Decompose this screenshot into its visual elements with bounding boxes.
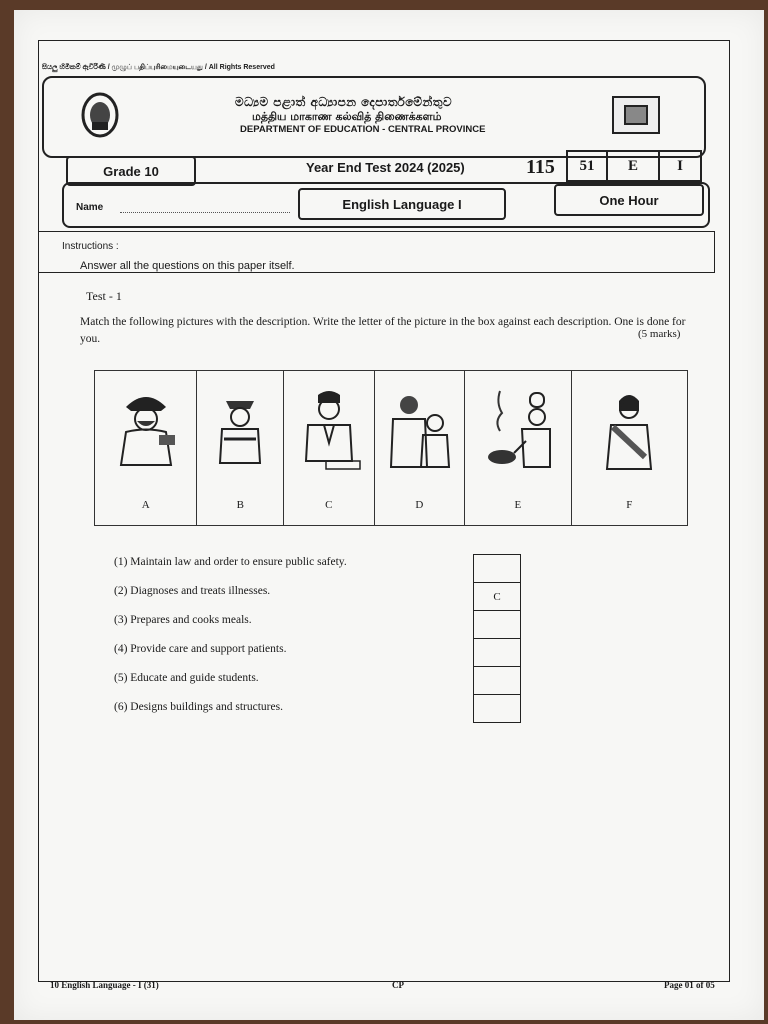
footer-page-number: Page 01 of 05 [664,980,715,990]
picture-cell-c [284,371,375,525]
test-title: Test - 1 [86,289,122,303]
description-item-1: (1) Maintain law and order to ensure public safety. [114,556,347,568]
tamil-title: மத்திய மாகாண கல்வித் திணைக்களம் [252,110,442,123]
description-item-3: (3) Prepares and cooks meals. [114,614,252,626]
instructions-title: Instructions : [62,241,119,252]
picture-cell-d [375,371,466,525]
name-field[interactable] [120,212,290,213]
marks-label: (5 marks) [638,328,681,340]
code-box-part: I [658,150,702,182]
emblem-icon [80,92,120,138]
answer-column [473,554,521,723]
task-description: Match the following pictures with the description. Write the letter of the picture in the box against each description. One is done for you. [80,316,686,345]
instructions-text: Answer all the questions on this paper itself. [80,260,295,272]
picture-letter-c: C [325,499,333,511]
name-label: Name [76,202,104,213]
answer-box-1[interactable] [473,554,521,582]
picture-cell-b [197,371,284,525]
description-list [114,556,347,730]
picture-cell-f [572,371,687,525]
code-box-number: 51 [566,150,608,182]
answer-box-4[interactable] [473,638,521,666]
description-item-4: (4) Provide care and support patients. [114,643,287,655]
code-box-medium: E [606,150,660,182]
picture-cell-a [95,371,197,525]
answer-box-6[interactable] [473,694,521,723]
description-item-6: (6) Designs buildings and structures. [114,701,283,713]
sinhala-title: මධ්‍යම පළාත් අධ්‍යාපන දෙපාර්තමේන්තුව [235,95,453,109]
doctor-icon [294,387,364,473]
footer-center: CP [392,980,404,990]
department-logo-icon [612,96,660,134]
answer-box-2[interactable]: C [473,582,521,610]
footer-subject: 10 English Language - I (31) [50,980,159,990]
picture-table [94,370,688,526]
grade-box: Grade 10 [66,156,196,186]
subject-box: English Language I [298,188,506,220]
picture-cell-e [465,371,571,525]
description-item-2: (2) Diagnoses and treats illnesses. [114,585,271,597]
duration-box: One Hour [554,184,704,216]
answer-box-5[interactable] [473,666,521,694]
teacher-icon [383,387,455,473]
paper-code: 115 [526,156,555,178]
police-officer-icon [212,387,268,467]
picture-letter-e: E [514,499,522,511]
picture-letter-f: F [626,499,633,511]
department-title: DEPARTMENT OF EDUCATION - CENTRAL PROVINCE [240,124,486,135]
picture-letter-b: B [236,499,244,511]
copyright-notice: සියලු හිමිකම් ඇවිරිණි / முழுப் பதிப்புரிமையுடையது / All Rights Reserved [42,64,275,71]
picture-letter-a: A [141,499,150,511]
description-item-5: (5) Educate and guide students. [114,672,259,684]
test-name: Year End Test 2024 (2025) [306,160,465,175]
chef-icon [480,387,556,473]
picture-letter-d: D [415,499,424,511]
answer-box-3[interactable] [473,610,521,638]
nurse-icon [111,387,181,467]
woman-icon [599,387,659,473]
